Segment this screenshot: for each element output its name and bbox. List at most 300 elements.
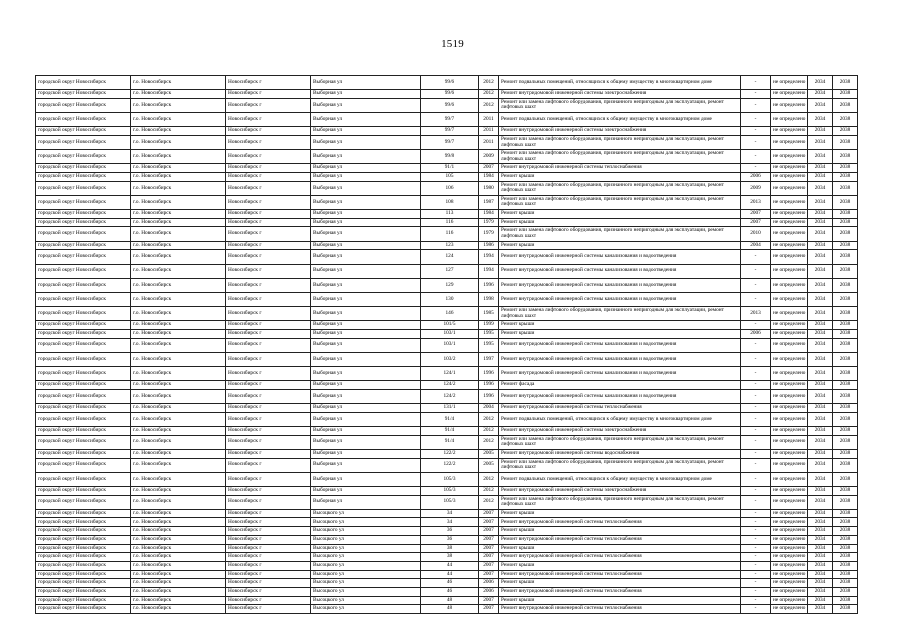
- year-built-cell: 2011: [479, 135, 499, 149]
- last-repair-year-cell: -: [741, 570, 771, 579]
- street-cell: Высоцкого ул: [311, 518, 421, 527]
- district-cell: городской округ Новосибирск: [36, 181, 131, 195]
- work-type-cell: Ремонт внутридомовой инженерной системы канализования и водоотведения: [499, 338, 741, 352]
- municipality-cell: г.о. Новосибирск: [131, 173, 226, 182]
- municipality-cell: г.о. Новосибирск: [131, 367, 226, 381]
- table-row: [36, 338, 858, 352]
- work-type-cell: Ремонт внутридомовой инженерной системы теплоснабжения: [499, 570, 741, 579]
- house-number-cell: 34: [421, 518, 479, 527]
- status-cell: не определено: [771, 596, 808, 605]
- city-cell: Новосибирск г: [226, 164, 311, 173]
- last-repair-year-cell: -: [741, 412, 771, 426]
- street-cell: Выборная ул: [311, 90, 421, 99]
- status-cell: не определено: [771, 227, 808, 241]
- table-row: [36, 181, 858, 195]
- status-cell: не определено: [771, 527, 808, 536]
- last-repair-year-cell: 2004: [741, 241, 771, 250]
- district-cell: городской округ Новосибирск: [36, 435, 131, 449]
- status-cell: не определено: [771, 544, 808, 553]
- status-cell: не определено: [771, 264, 808, 278]
- status-cell: не определено: [771, 278, 808, 292]
- table-row: [36, 472, 858, 486]
- period-end-cell: 2038: [833, 150, 858, 164]
- city-cell: Новосибирск г: [226, 278, 311, 292]
- table-row: [36, 458, 858, 472]
- street-cell: Высоцкого ул: [311, 561, 421, 570]
- period-start-cell: 2034: [808, 605, 833, 614]
- period-start-cell: 2034: [808, 210, 833, 219]
- city-cell: Новосибирск г: [226, 527, 311, 536]
- period-end-cell: 2038: [833, 518, 858, 527]
- table-body: [36, 76, 858, 614]
- table-row: [36, 321, 858, 330]
- period-end-cell: 2038: [833, 164, 858, 173]
- last-repair-year-cell: -: [741, 472, 771, 486]
- status-cell: не определено: [771, 195, 808, 209]
- status-cell: не определено: [771, 329, 808, 338]
- table-row: [36, 150, 858, 164]
- table-row: [36, 553, 858, 562]
- work-type-cell: Ремонт подвальных помещений, относящихся к общему имуществу в многоквартирном доме: [499, 472, 741, 486]
- status-cell: не определено: [771, 579, 808, 588]
- city-cell: Новосибирск г: [226, 292, 311, 306]
- work-type-cell: Ремонт внутридомовой инженерной системы теплоснабжения: [499, 605, 741, 614]
- district-cell: городской округ Новосибирск: [36, 404, 131, 413]
- district-cell: городской округ Новосибирск: [36, 587, 131, 596]
- city-cell: Новосибирск г: [226, 135, 311, 149]
- period-start-cell: 2034: [808, 76, 833, 90]
- house-number-cell: 34: [421, 509, 479, 518]
- year-built-cell: 2005: [479, 458, 499, 472]
- street-cell: Выборная ул: [311, 367, 421, 381]
- table-row: [36, 250, 858, 264]
- house-number-cell: 44: [421, 570, 479, 579]
- year-built-cell: 1995: [479, 338, 499, 352]
- table-row: [36, 241, 858, 250]
- street-cell: Выборная ул: [311, 218, 421, 227]
- table-row: [36, 579, 858, 588]
- period-start-cell: 2034: [808, 579, 833, 588]
- house-number-cell: 99/6: [421, 90, 479, 99]
- city-cell: Новосибирск г: [226, 241, 311, 250]
- street-cell: Выборная ул: [311, 412, 421, 426]
- period-end-cell: 2038: [833, 218, 858, 227]
- last-repair-year-cell: -: [741, 292, 771, 306]
- year-built-cell: 1994: [479, 264, 499, 278]
- period-start-cell: 2034: [808, 367, 833, 381]
- municipality-cell: г.о. Новосибирск: [131, 181, 226, 195]
- year-built-cell: 1979: [479, 227, 499, 241]
- house-number-cell: 91/1: [421, 164, 479, 173]
- city-cell: Новосибирск г: [226, 435, 311, 449]
- table-row: [36, 486, 858, 495]
- city-cell: Новосибирск г: [226, 210, 311, 219]
- district-cell: городской округ Новосибирск: [36, 321, 131, 330]
- district-cell: городской округ Новосибирск: [36, 527, 131, 536]
- district-cell: городской округ Новосибирск: [36, 76, 131, 90]
- street-cell: Выборная ул: [311, 381, 421, 390]
- status-cell: не определено: [771, 426, 808, 435]
- work-type-cell: Ремонт крыши: [499, 321, 741, 330]
- city-cell: Новосибирск г: [226, 605, 311, 614]
- last-repair-year-cell: -: [741, 596, 771, 605]
- period-start-cell: 2034: [808, 164, 833, 173]
- period-start-cell: 2034: [808, 195, 833, 209]
- work-type-cell: Ремонт внутридомовой инженерной системы канализования и водоотведения: [499, 278, 741, 292]
- district-cell: городской округ Новосибирск: [36, 381, 131, 390]
- district-cell: городской округ Новосибирск: [36, 210, 131, 219]
- district-cell: городской округ Новосибирск: [36, 412, 131, 426]
- work-type-cell: Ремонт внутридомовой инженерной системы водоснабжения: [499, 449, 741, 458]
- period-start-cell: 2034: [808, 98, 833, 112]
- period-end-cell: 2038: [833, 486, 858, 495]
- municipality-cell: г.о. Новосибирск: [131, 227, 226, 241]
- year-built-cell: 2007: [479, 535, 499, 544]
- work-type-cell: Ремонт подвальных помещений, относящихся к общему имуществу в многоквартирном доме: [499, 76, 741, 90]
- year-built-cell: 2011: [479, 127, 499, 136]
- period-end-cell: 2038: [833, 127, 858, 136]
- district-cell: городской округ Новосибирск: [36, 150, 131, 164]
- status-cell: не определено: [771, 587, 808, 596]
- last-repair-year-cell: -: [741, 553, 771, 562]
- period-start-cell: 2034: [808, 150, 833, 164]
- district-cell: городской округ Новосибирск: [36, 352, 131, 366]
- street-cell: Выборная ул: [311, 278, 421, 292]
- municipality-cell: г.о. Новосибирск: [131, 509, 226, 518]
- municipality-cell: г.о. Новосибирск: [131, 535, 226, 544]
- year-built-cell: 1979: [479, 218, 499, 227]
- district-cell: городской округ Новосибирск: [36, 307, 131, 321]
- status-cell: не определено: [771, 250, 808, 264]
- table-row: [36, 535, 858, 544]
- last-repair-year-cell: -: [741, 164, 771, 173]
- district-cell: городской округ Новосибирск: [36, 113, 131, 127]
- city-cell: Новосибирск г: [226, 426, 311, 435]
- year-built-cell: 1995: [479, 329, 499, 338]
- municipality-cell: г.о. Новосибирск: [131, 264, 226, 278]
- period-end-cell: 2038: [833, 404, 858, 413]
- table-row: [36, 135, 858, 149]
- last-repair-year-cell: -: [741, 535, 771, 544]
- last-repair-year-cell: 2009: [741, 181, 771, 195]
- city-cell: Новосибирск г: [226, 98, 311, 112]
- district-cell: городской округ Новосибирск: [36, 292, 131, 306]
- city-cell: Новосибирск г: [226, 518, 311, 527]
- table-row: [36, 292, 858, 306]
- table-row: [36, 195, 858, 209]
- year-built-cell: 2012: [479, 412, 499, 426]
- street-cell: Выборная ул: [311, 98, 421, 112]
- year-built-cell: 2012: [479, 486, 499, 495]
- year-built-cell: 1999: [479, 321, 499, 330]
- year-built-cell: 2007: [479, 570, 499, 579]
- year-built-cell: 2007: [479, 509, 499, 518]
- district-cell: городской округ Новосибирск: [36, 518, 131, 527]
- period-start-cell: 2034: [808, 227, 833, 241]
- table-row: [36, 570, 858, 579]
- period-end-cell: 2038: [833, 535, 858, 544]
- table-row: [36, 561, 858, 570]
- year-built-cell: 2006: [479, 587, 499, 596]
- last-repair-year-cell: -: [741, 486, 771, 495]
- year-built-cell: 1996: [479, 278, 499, 292]
- year-built-cell: 1984: [479, 173, 499, 182]
- status-cell: не определено: [771, 241, 808, 250]
- house-number-cell: 103/1: [421, 338, 479, 352]
- table-row: [36, 218, 858, 227]
- last-repair-year-cell: -: [741, 264, 771, 278]
- period-start-cell: 2034: [808, 338, 833, 352]
- year-built-cell: 1997: [479, 352, 499, 366]
- house-number-cell: 91/4: [421, 426, 479, 435]
- period-end-cell: 2038: [833, 381, 858, 390]
- period-start-cell: 2034: [808, 449, 833, 458]
- house-number-cell: 44: [421, 561, 479, 570]
- work-type-cell: Ремонт крыши: [499, 329, 741, 338]
- street-cell: Выборная ул: [311, 321, 421, 330]
- period-start-cell: 2034: [808, 486, 833, 495]
- house-number-cell: 146: [421, 307, 479, 321]
- table-row: [36, 329, 858, 338]
- period-end-cell: 2038: [833, 472, 858, 486]
- work-type-cell: Ремонт или замена лифтового оборудования, признанного непригодным для эксплуатации, ремонт лифтовых шахт: [499, 458, 741, 472]
- street-cell: Выборная ул: [311, 472, 421, 486]
- municipality-cell: г.о. Новосибирск: [131, 389, 226, 403]
- house-number-cell: 99/6: [421, 76, 479, 90]
- status-cell: не определено: [771, 518, 808, 527]
- city-cell: Новосибирск г: [226, 579, 311, 588]
- status-cell: не определено: [771, 404, 808, 413]
- year-built-cell: 2009: [479, 150, 499, 164]
- period-end-cell: 2038: [833, 227, 858, 241]
- status-cell: не определено: [771, 218, 808, 227]
- district-cell: городской округ Новосибирск: [36, 389, 131, 403]
- last-repair-year-cell: -: [741, 449, 771, 458]
- last-repair-year-cell: -: [741, 435, 771, 449]
- district-cell: городской округ Новосибирск: [36, 486, 131, 495]
- last-repair-year-cell: -: [741, 527, 771, 536]
- year-built-cell: 1980: [479, 181, 499, 195]
- street-cell: Выборная ул: [311, 495, 421, 509]
- house-number-cell: 108: [421, 195, 479, 209]
- period-end-cell: 2038: [833, 90, 858, 99]
- period-start-cell: 2034: [808, 307, 833, 321]
- municipality-cell: г.о. Новосибирск: [131, 570, 226, 579]
- table-row: [36, 449, 858, 458]
- city-cell: Новосибирск г: [226, 329, 311, 338]
- status-cell: не определено: [771, 321, 808, 330]
- municipality-cell: г.о. Новосибирск: [131, 98, 226, 112]
- table-row: [36, 113, 858, 127]
- street-cell: Выборная ул: [311, 404, 421, 413]
- period-start-cell: 2034: [808, 544, 833, 553]
- house-number-cell: 91/4: [421, 435, 479, 449]
- last-repair-year-cell: -: [741, 338, 771, 352]
- work-type-cell: Ремонт внутридомовой инженерной системы электроснабжения: [499, 127, 741, 136]
- period-end-cell: 2038: [833, 250, 858, 264]
- period-end-cell: 2038: [833, 579, 858, 588]
- municipality-cell: г.о. Новосибирск: [131, 90, 226, 99]
- municipality-cell: г.о. Новосибирск: [131, 579, 226, 588]
- period-end-cell: 2038: [833, 181, 858, 195]
- city-cell: Новосибирск г: [226, 412, 311, 426]
- status-cell: не определено: [771, 338, 808, 352]
- period-end-cell: 2038: [833, 495, 858, 509]
- street-cell: Выборная ул: [311, 389, 421, 403]
- street-cell: Выборная ул: [311, 329, 421, 338]
- house-number-cell: 101/5: [421, 321, 479, 330]
- district-cell: городской округ Новосибирск: [36, 329, 131, 338]
- table-row: [36, 389, 858, 403]
- street-cell: Выборная ул: [311, 227, 421, 241]
- last-repair-year-cell: -: [741, 367, 771, 381]
- municipality-cell: г.о. Новосибирск: [131, 338, 226, 352]
- street-cell: Выборная ул: [311, 113, 421, 127]
- house-number-cell: 46: [421, 587, 479, 596]
- status-cell: не определено: [771, 76, 808, 90]
- period-start-cell: 2034: [808, 218, 833, 227]
- period-start-cell: 2034: [808, 509, 833, 518]
- house-number-cell: 38: [421, 553, 479, 562]
- period-end-cell: 2038: [833, 135, 858, 149]
- work-type-cell: Ремонт крыши: [499, 579, 741, 588]
- city-cell: Новосибирск г: [226, 381, 311, 390]
- year-built-cell: 1994: [479, 250, 499, 264]
- last-repair-year-cell: -: [741, 458, 771, 472]
- last-repair-year-cell: -: [741, 544, 771, 553]
- district-cell: городской округ Новосибирск: [36, 241, 131, 250]
- table-row: [36, 518, 858, 527]
- last-repair-year-cell: -: [741, 561, 771, 570]
- house-number-cell: 116: [421, 218, 479, 227]
- year-built-cell: 1987: [479, 195, 499, 209]
- period-start-cell: 2034: [808, 135, 833, 149]
- district-cell: городской округ Новосибирск: [36, 535, 131, 544]
- period-end-cell: 2038: [833, 76, 858, 90]
- period-start-cell: 2034: [808, 495, 833, 509]
- table-row: [36, 127, 858, 136]
- house-number-cell: 99/8: [421, 150, 479, 164]
- work-type-cell: Ремонт крыши: [499, 218, 741, 227]
- house-number-cell: 36: [421, 535, 479, 544]
- municipality-cell: г.о. Новосибирск: [131, 518, 226, 527]
- work-type-cell: Ремонт крыши: [499, 241, 741, 250]
- status-cell: не определено: [771, 307, 808, 321]
- work-type-cell: Ремонт внутридомовой инженерной системы теплоснабжения: [499, 553, 741, 562]
- period-start-cell: 2034: [808, 404, 833, 413]
- status-cell: не определено: [771, 435, 808, 449]
- city-cell: Новосибирск г: [226, 352, 311, 366]
- municipality-cell: г.о. Новосибирск: [131, 250, 226, 264]
- status-cell: не определено: [771, 135, 808, 149]
- last-repair-year-cell: -: [741, 250, 771, 264]
- period-start-cell: 2034: [808, 553, 833, 562]
- period-end-cell: 2038: [833, 426, 858, 435]
- city-cell: Новосибирск г: [226, 113, 311, 127]
- city-cell: Новосибирск г: [226, 173, 311, 182]
- last-repair-year-cell: 2007: [741, 218, 771, 227]
- table-row: [36, 227, 858, 241]
- year-built-cell: 2007: [479, 561, 499, 570]
- status-cell: не определено: [771, 486, 808, 495]
- city-cell: Новосибирск г: [226, 150, 311, 164]
- district-cell: городской округ Новосибирск: [36, 135, 131, 149]
- year-built-cell: 2012: [479, 426, 499, 435]
- period-start-cell: 2034: [808, 596, 833, 605]
- street-cell: Высоцкого ул: [311, 544, 421, 553]
- period-end-cell: 2038: [833, 605, 858, 614]
- last-repair-year-cell: 2013: [741, 195, 771, 209]
- city-cell: Новосибирск г: [226, 76, 311, 90]
- work-type-cell: Ремонт или замена лифтового оборудования, признанного непригодным для эксплуатации, ремонт лифтовых шахт: [499, 150, 741, 164]
- status-cell: не определено: [771, 495, 808, 509]
- status-cell: не определено: [771, 535, 808, 544]
- table-row: [36, 495, 858, 509]
- last-repair-year-cell: 2007: [741, 210, 771, 219]
- period-start-cell: 2034: [808, 90, 833, 99]
- status-cell: не определено: [771, 553, 808, 562]
- municipality-cell: г.о. Новосибирск: [131, 307, 226, 321]
- street-cell: Выборная ул: [311, 338, 421, 352]
- district-cell: городской округ Новосибирск: [36, 338, 131, 352]
- last-repair-year-cell: -: [741, 352, 771, 366]
- work-type-cell: Ремонт внутридомовой инженерной системы канализования и водоотведения: [499, 389, 741, 403]
- municipality-cell: г.о. Новосибирск: [131, 76, 226, 90]
- municipality-cell: г.о. Новосибирск: [131, 218, 226, 227]
- period-start-cell: 2034: [808, 181, 833, 195]
- year-built-cell: 2005: [479, 449, 499, 458]
- street-cell: Высоцкого ул: [311, 553, 421, 562]
- municipality-cell: г.о. Новосибирск: [131, 210, 226, 219]
- status-cell: не определено: [771, 173, 808, 182]
- city-cell: Новосибирск г: [226, 338, 311, 352]
- period-end-cell: 2038: [833, 527, 858, 536]
- period-end-cell: 2038: [833, 596, 858, 605]
- house-number-cell: 48: [421, 596, 479, 605]
- district-cell: городской округ Новосибирск: [36, 218, 131, 227]
- year-built-cell: 2012: [479, 435, 499, 449]
- period-end-cell: 2038: [833, 264, 858, 278]
- street-cell: Выборная ул: [311, 210, 421, 219]
- house-number-cell: 38: [421, 544, 479, 553]
- table-row: [36, 264, 858, 278]
- house-number-cell: 106: [421, 181, 479, 195]
- period-end-cell: 2038: [833, 321, 858, 330]
- municipality-cell: г.о. Новосибирск: [131, 329, 226, 338]
- municipality-cell: г.о. Новосибирск: [131, 605, 226, 614]
- house-number-cell: 105/3: [421, 486, 479, 495]
- house-number-cell: 46: [421, 579, 479, 588]
- table-row: [36, 426, 858, 435]
- period-end-cell: 2038: [833, 329, 858, 338]
- city-cell: Новосибирск г: [226, 596, 311, 605]
- work-type-cell: Ремонт крыши: [499, 173, 741, 182]
- house-number-cell: 91/4: [421, 412, 479, 426]
- table-row: [36, 98, 858, 112]
- city-cell: Новосибирск г: [226, 227, 311, 241]
- district-cell: городской округ Новосибирск: [36, 472, 131, 486]
- street-cell: Выборная ул: [311, 292, 421, 306]
- district-cell: городской округ Новосибирск: [36, 509, 131, 518]
- work-type-cell: Ремонт внутридомовой инженерной системы электроснабжения: [499, 486, 741, 495]
- municipality-cell: г.о. Новосибирск: [131, 426, 226, 435]
- table-row: [36, 404, 858, 413]
- house-number-cell: 116: [421, 227, 479, 241]
- period-start-cell: 2034: [808, 389, 833, 403]
- year-built-cell: 2012: [479, 98, 499, 112]
- period-start-cell: 2034: [808, 587, 833, 596]
- district-cell: городской округ Новосибирск: [36, 278, 131, 292]
